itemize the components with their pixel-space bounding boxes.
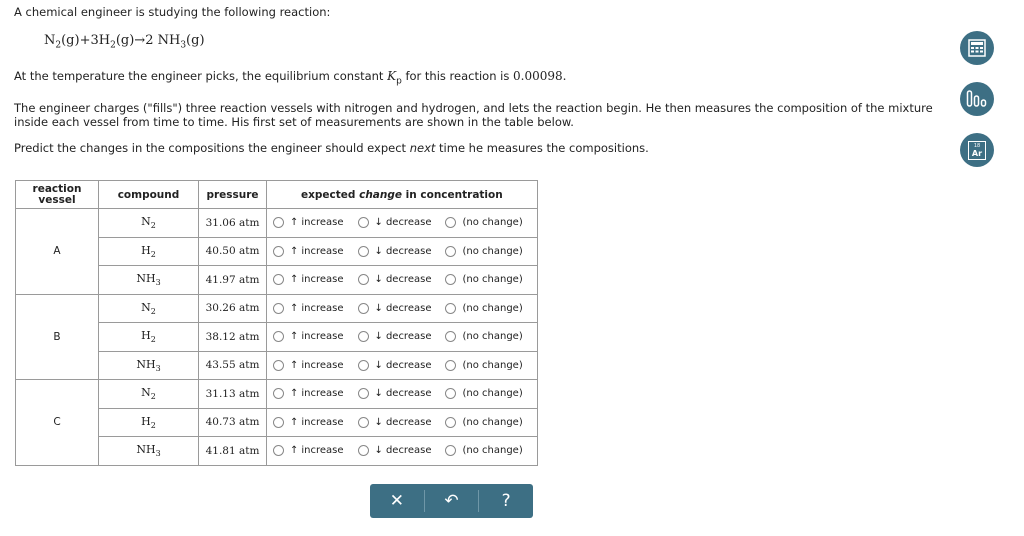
option-increase[interactable]: ↑ increase — [273, 303, 344, 314]
radio-button[interactable] — [445, 388, 456, 399]
radio-button[interactable] — [445, 217, 456, 228]
data-chart-button[interactable] — [960, 82, 994, 116]
change-options — [267, 408, 538, 437]
kp-statement: At the temperature the engineer picks, the equilibrium constant $K_p$ for this reaction is 0.00098. — [14, 69, 567, 87]
periodic-element-icon: 18 Ar — [968, 141, 986, 160]
up-arrow-icon: ↑ — [290, 359, 299, 371]
option-no-change[interactable]: (no change) — [445, 246, 522, 257]
option-no-change[interactable]: (no change) — [445, 417, 522, 428]
clear-button[interactable]: ✕ — [389, 491, 404, 511]
option-decrease[interactable]: ↓ decrease — [358, 417, 432, 428]
vessel-label: A — [16, 209, 99, 295]
pressure-value: 40.50 atm — [199, 237, 267, 266]
table-row — [16, 294, 538, 323]
help-button[interactable]: ? — [501, 491, 511, 511]
compound-formula: $N_2$ — [99, 380, 199, 409]
pressure-value: 31.06 atm — [199, 209, 267, 238]
radio-button[interactable] — [358, 303, 369, 314]
up-arrow-icon: ↑ — [290, 445, 299, 457]
radio-button[interactable] — [445, 303, 456, 314]
option-no-change[interactable]: (no change) — [445, 360, 522, 371]
change-options — [267, 266, 538, 295]
option-no-change[interactable]: (no change) — [445, 388, 522, 399]
compound-formula: $NH_3$ — [99, 351, 199, 380]
radio-button[interactable] — [358, 246, 369, 257]
option-increase[interactable]: ↑ increase — [273, 388, 344, 399]
option-decrease[interactable]: ↓ decrease — [358, 274, 432, 285]
radio-button[interactable] — [358, 274, 369, 285]
compound-formula: $NH_3$ — [99, 266, 199, 295]
composition-table — [15, 180, 538, 466]
radio-button[interactable] — [358, 360, 369, 371]
option-increase[interactable]: ↑ increase — [273, 217, 344, 228]
compound-formula: $H_2$ — [99, 237, 199, 266]
option-decrease[interactable]: ↓ decrease — [358, 246, 432, 257]
up-arrow-icon: ↑ — [290, 416, 299, 428]
radio-button[interactable] — [273, 217, 284, 228]
prediction-instruction: Predict the changes in the compositions the engineer should expect next time he measures the compositions. — [14, 141, 649, 155]
radio-button[interactable] — [445, 417, 456, 428]
radio-button[interactable] — [358, 445, 369, 456]
compound-formula: $H_2$ — [99, 323, 199, 352]
down-arrow-icon: ↓ — [374, 388, 383, 400]
vessel-label: B — [16, 294, 99, 380]
header-compound: compound — [99, 181, 199, 209]
radio-button[interactable] — [445, 246, 456, 257]
radio-button[interactable] — [273, 331, 284, 342]
compound-formula: $N_2$ — [99, 294, 199, 323]
option-increase[interactable]: ↑ increase — [273, 445, 344, 456]
option-increase[interactable]: ↑ increase — [273, 360, 344, 371]
down-arrow-icon: ↓ — [374, 416, 383, 428]
option-no-change[interactable]: (no change) — [445, 445, 522, 456]
radio-button[interactable] — [358, 388, 369, 399]
option-increase[interactable]: ↑ increase — [273, 274, 344, 285]
radio-button[interactable] — [358, 217, 369, 228]
up-arrow-icon: ↑ — [290, 217, 299, 229]
option-decrease[interactable]: ↓ decrease — [358, 445, 432, 456]
pressure-value: 40.73 atm — [199, 408, 267, 437]
change-options — [267, 209, 538, 238]
pressure-value: 38.12 atm — [199, 323, 267, 352]
option-increase[interactable]: ↑ increase — [273, 331, 344, 342]
radio-button[interactable] — [273, 445, 284, 456]
answer-toolbar — [370, 484, 533, 518]
pressure-value: 31.13 atm — [199, 380, 267, 409]
problem-intro: A chemical engineer is studying the following reaction: — [14, 5, 331, 19]
radio-button[interactable] — [358, 331, 369, 342]
radio-button[interactable] — [445, 360, 456, 371]
periodic-table-button[interactable] — [960, 133, 994, 167]
down-arrow-icon: ↓ — [374, 274, 383, 286]
bar-chart-icon — [966, 90, 988, 108]
down-arrow-icon: ↓ — [374, 217, 383, 229]
table-row — [16, 380, 538, 409]
vessel-label: C — [16, 380, 99, 466]
down-arrow-icon: ↓ — [374, 245, 383, 257]
reaction-equation: $N_2(g)+3H_2(g)\to 2$ $NH_3(g)$ — [44, 33, 205, 51]
radio-button[interactable] — [445, 274, 456, 285]
option-no-change[interactable]: (no change) — [445, 303, 522, 314]
option-no-change[interactable]: (no change) — [445, 217, 522, 228]
change-options — [267, 380, 538, 409]
compound-formula: $H_2$ — [99, 408, 199, 437]
up-arrow-icon: ↑ — [290, 245, 299, 257]
down-arrow-icon: ↓ — [374, 359, 383, 371]
undo-button[interactable]: ↶ — [444, 491, 459, 511]
pressure-value: 41.81 atm — [199, 437, 267, 466]
option-decrease[interactable]: ↓ decrease — [358, 388, 432, 399]
radio-button[interactable] — [273, 246, 284, 257]
table-row — [16, 209, 538, 238]
change-options — [267, 323, 538, 352]
pressure-value: 43.55 atm — [199, 351, 267, 380]
up-arrow-icon: ↑ — [290, 331, 299, 343]
change-options — [267, 351, 538, 380]
option-increase[interactable]: ↑ increase — [273, 246, 344, 257]
option-decrease[interactable]: ↓ decrease — [358, 360, 432, 371]
calculator-icon — [968, 39, 986, 57]
option-no-change[interactable]: (no change) — [445, 274, 522, 285]
pressure-value: 41.97 atm — [199, 266, 267, 295]
radio-button[interactable] — [445, 331, 456, 342]
pressure-value: 30.26 atm — [199, 294, 267, 323]
down-arrow-icon: ↓ — [374, 445, 383, 457]
compound-formula: $NH_3$ — [99, 437, 199, 466]
change-options — [267, 237, 538, 266]
header-expected-change: expected change in concentration — [267, 181, 538, 209]
change-options — [267, 294, 538, 323]
radio-button[interactable] — [358, 417, 369, 428]
change-options — [267, 437, 538, 466]
down-arrow-icon: ↓ — [374, 331, 383, 343]
radio-button[interactable] — [273, 417, 284, 428]
charge-description: The engineer charges ("fills") three reaction vessels with nitrogen and hydrogen, and lets the reaction begin. He then measures the composition of the mixture inside each vessel from time to time. His first set of measurements are shown in the table below. — [14, 101, 933, 129]
option-decrease[interactable]: ↓ decrease — [358, 217, 432, 228]
radio-button[interactable] — [445, 445, 456, 456]
header-vessel: reaction vessel — [16, 181, 99, 209]
compound-formula: $N_2$ — [99, 209, 199, 238]
up-arrow-icon: ↑ — [290, 388, 299, 400]
calculator-button[interactable] — [960, 31, 994, 65]
radio-button[interactable] — [273, 388, 284, 399]
header-pressure: pressure — [199, 181, 267, 209]
option-no-change[interactable]: (no change) — [445, 331, 522, 342]
down-arrow-icon: ↓ — [374, 302, 383, 314]
option-decrease[interactable]: ↓ decrease — [358, 331, 432, 342]
radio-button[interactable] — [273, 360, 284, 371]
option-decrease[interactable]: ↓ decrease — [358, 303, 432, 314]
up-arrow-icon: ↑ — [290, 274, 299, 286]
up-arrow-icon: ↑ — [290, 302, 299, 314]
radio-button[interactable] — [273, 274, 284, 285]
radio-button[interactable] — [273, 303, 284, 314]
option-increase[interactable]: ↑ increase — [273, 417, 344, 428]
